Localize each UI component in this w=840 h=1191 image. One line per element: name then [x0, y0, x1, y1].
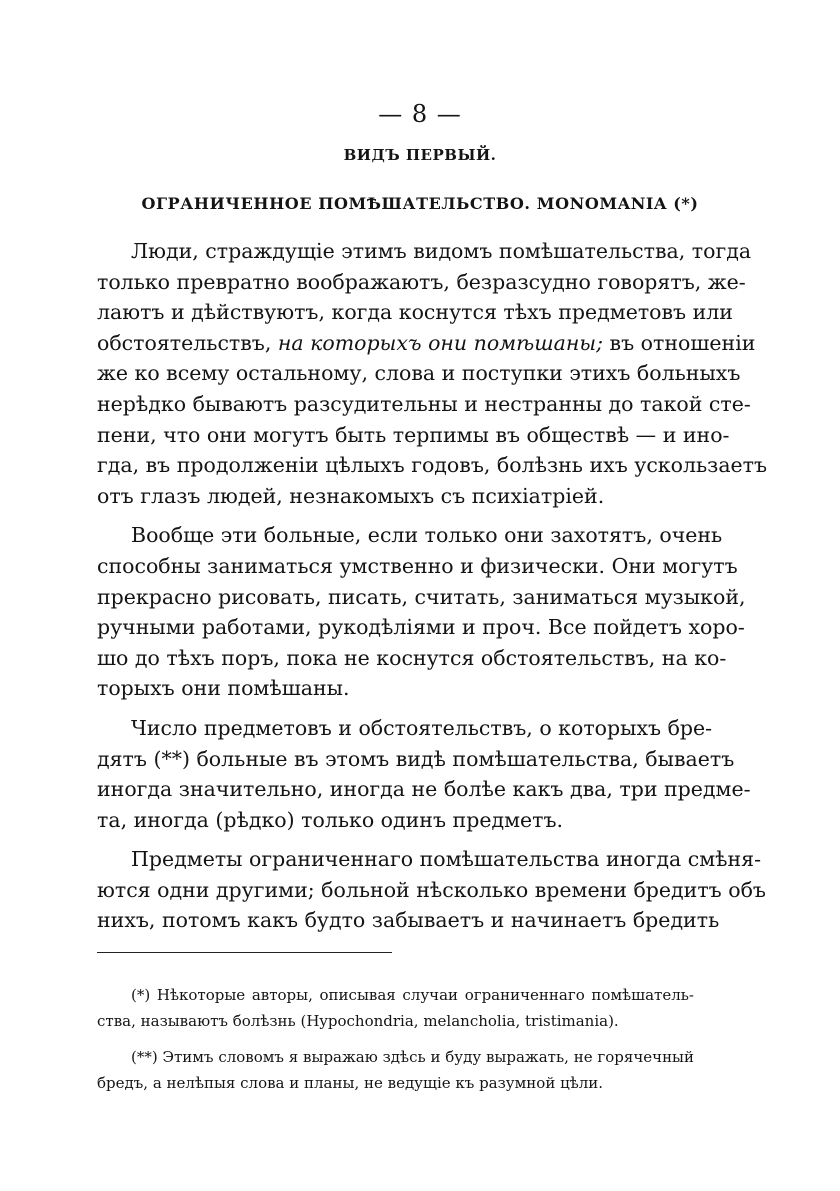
footnotes [97, 982, 694, 1106]
italic-phrase: на которыхъ они помѣшаны; [277, 330, 604, 355]
text-line: иногда значительно, иногда не болѣе какъ два, три предме- [97, 777, 751, 802]
text-line: торыхъ они помѣшаны. [97, 676, 350, 701]
footnote-2 [97, 1044, 694, 1096]
text-line-with-italic [97, 328, 756, 359]
text-line: ются одни другими; больной нѣсколько времени бредитъ объ [97, 877, 766, 902]
text-line: пени, что они могутъ быть терпимы въ обществѣ — и ино- [97, 422, 730, 447]
text-line: шо до тѣхъ поръ, пока не коснутся обстоятельствъ, на ко- [97, 645, 727, 670]
paragraph-2 [97, 520, 746, 704]
text-line: Вообще эти больные, если только они захотятъ, очень [131, 523, 723, 548]
footnote-1 [97, 982, 694, 1034]
paragraph-1 [97, 236, 768, 511]
text-line: та, иногда (рѣдко) только одинъ предметъ. [97, 807, 564, 832]
text-line: Число предметовъ и обстоятельствъ, о которыхъ бре- [131, 715, 713, 740]
footnote-line: ства, называютъ болѣзнь (Hypochondria, melancholia, tristimania). [97, 1012, 619, 1030]
section-kind-heading: ВИДЪ ПЕРВЫЙ. [343, 146, 497, 164]
text-line: отъ глазъ людей, незнакомыхъ съ психіатріей. [97, 483, 605, 508]
text-line: нихъ, потомъ какъ будто забываетъ и начинаетъ бредить [97, 908, 720, 933]
section-title: ОГРАНИЧЕННОЕ ПОМѢШАТЕЛЬСТВО. MONOMANIA (*) [141, 194, 699, 213]
footnote-line: (**) Этимъ словомъ я выражаю здѣсь и буду выражать, не горячечный [131, 1048, 694, 1066]
text-run: въ отношеніи [609, 330, 756, 355]
paragraph-3 [97, 713, 751, 835]
text-line: ручными работами, рукодѣліями и проч. Все пойдетъ хоро- [97, 615, 745, 640]
text-line: Предметы ограниченнаго помѣшательства иногда смѣня- [131, 847, 762, 872]
text-line: Люди, страждущіе этимъ видомъ помѣшательства, тогда [131, 239, 752, 263]
text-line: только превратно воображаютъ, безразсудно говорятъ, же- [97, 269, 746, 294]
text-line: прекрасно рисовать, писать, считать, заниматься музыкой, [97, 584, 746, 609]
text-line: нерѣдко бываютъ разсудительны и нестранны до такой сте- [97, 391, 751, 416]
text-line: лаютъ и дѣйствуютъ, когда коснутся тѣхъ предметовъ или [97, 300, 733, 325]
text-line: же ко всему остальному, слова и поступки этихъ больныхъ [97, 361, 741, 386]
body-text [97, 236, 768, 945]
paragraph-4 [97, 844, 766, 936]
text-line: способны заниматься умственно и физически. Они могутъ [97, 553, 738, 578]
footnote-line: бредъ, а нелѣпыя слова и планы, не ведущіе къ разумной цѣли. [97, 1074, 604, 1092]
footnote-divider [97, 952, 392, 953]
text-line: дятъ (**) больные въ этомъ видѣ помѣшательства, бываетъ [97, 746, 735, 771]
text-run: обстоятельствъ, [97, 330, 272, 355]
text-line: гда, въ продолженіи цѣлыхъ годовъ, болѣзнь ихъ ускользаетъ [97, 453, 768, 478]
footnote-line: (*) Нѣкоторые авторы, описывая случаи ограниченнаго помѣшатель- [131, 986, 694, 1004]
page-number: — 8 — [378, 100, 462, 128]
